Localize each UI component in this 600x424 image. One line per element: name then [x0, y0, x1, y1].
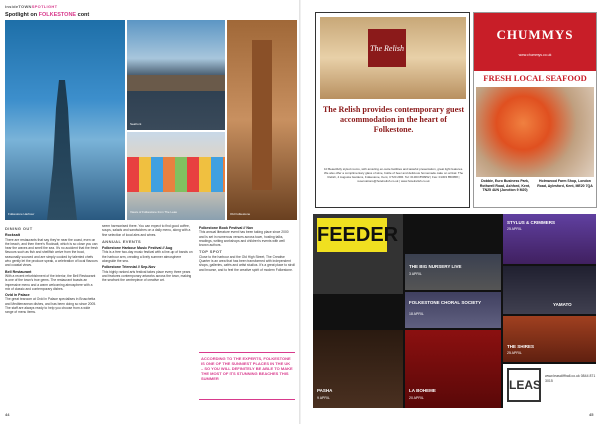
page-number: 45: [589, 412, 594, 417]
event-tile-nursery: [405, 254, 501, 290]
block-title: Ovid in Palace: [5, 293, 30, 298]
leas-contact: www.leascliffhall.co.uk 0844 871 3015: [545, 374, 596, 383]
photo-caption: Folkestone Harbour: [8, 212, 35, 216]
seafood-photo: [476, 87, 594, 177]
block-text: This is a free two-day music festival with a line-up of bands on the harbour arm, creating a lively summer atmosphere alongside the sea.: [102, 250, 193, 264]
event-tile-shires: [503, 316, 596, 362]
chummys-location-2: Holmwood Farm Shop, London Road, Aylesford, Kent, ME20 7QA: [537, 179, 593, 188]
pull-quote: ACCORDING TO THE EXPERTS, FOLKESTONE IS ONE OF THE SUNNIEST PLACES IN THE UK – SO YOU WILL DEFINITELY BE ABLE TO MAKE THE MOST OF ITS STUNNING BEACHES THIS SUMMER: [199, 352, 295, 400]
block-title: Folkestone Harbour Music Festival // Aug: [102, 246, 173, 251]
event-label: STYLUS & CRIMMERS: [507, 220, 556, 225]
block-title: Rocksalt: [5, 233, 20, 238]
relish-headline: The Relish provides contemporary guest accommodation in the heart of Folkestone.: [322, 105, 465, 134]
houses-shape: [127, 157, 225, 192]
block-text: This highly ranked arts festival takes place every three years and features contemporary artworks across the town, making the seafront the centrepiece of creative art.: [102, 269, 192, 283]
chummys-advert: [473, 12, 597, 208]
page-number: 44: [5, 412, 10, 417]
article-column-3: [199, 224, 295, 274]
relish-logo: The Relish: [368, 29, 406, 67]
chummys-tagline: FRESH LOCAL SEAFOOD: [483, 73, 587, 83]
column-heading: TOP SPOT: [199, 249, 223, 255]
event-tile-boheme: [405, 330, 501, 408]
chummys-location-1: Dobbie, Euro Business Park, Rothwell Road, Ashford, Kent, TN25 4UN (Junction 9 M20): [479, 179, 531, 192]
leas-logo: LEAS: [507, 368, 541, 402]
block-text: Close to the harbour and the Old High Street, The Creative Quarter is an area that has been transformed with independent shops, galleries, cafés and artist studios. It's a great place to stroll and browse, and to feel the creative spirit of modern Folkestone.: [199, 254, 295, 272]
feeder-events-advert: [313, 214, 596, 408]
event-label: THE BIG NURSERY LIVE: [409, 264, 462, 269]
column-heading: ANNUAL EVENTS: [102, 238, 142, 244]
article-column-2: [102, 224, 195, 285]
block-text: seem harmonised there. You can expect to find good coffee, soups, salads and sandwiches on a daily menu, along with a fine selection of local ales and wines.: [102, 224, 191, 237]
photo-harbour-statue: [5, 20, 125, 220]
venue-tile-leas: [503, 364, 596, 408]
block-text: This annual literature event has been taking place since 2000 and is set in numerous venues across town, hosting talks, readings, writing workshops and children's events with well known authors.: [199, 230, 289, 248]
block-title: Folkestone Triennial // Sep-Nov: [102, 265, 156, 270]
event-label: PASHA: [317, 388, 333, 393]
event-tile-stylus: [503, 214, 596, 264]
article-column-1: [5, 224, 98, 317]
relish-advert: [315, 12, 470, 208]
event-date: 20 APRIL: [409, 396, 424, 400]
event-date: 3 APRIL: [409, 272, 422, 276]
chummys-logo: CHUMMYS: [496, 27, 574, 42]
block-text: The great tearoom at Ovid in Palace specialises in Bruschetta and Mediterranean dishes, and has been doing so since 2005. The staff are always ready to help you choose from a wide range of menu items.: [5, 297, 97, 315]
event-date: 9 APRIL: [317, 396, 330, 400]
block-title: Bell Restaurant: [5, 269, 32, 274]
event-label: FOLKESTONE CHORAL SOCIETY: [409, 300, 482, 305]
chummys-header: [474, 13, 596, 71]
photo-caption: Views of Folkestone from The Leas: [130, 210, 177, 214]
event-tile-feeder: [313, 214, 403, 294]
column-heading: DINING OUT: [5, 226, 33, 231]
photo-caption: Old Folkestone: [230, 212, 251, 216]
relish-body: 10 Beautifully styled rooms, with amazing en-suite facilities and tasteful presentation, great light features. We also offer a complimentary glass of wine, bottle of beer and delicious homemade cake on arrival. The Relish, 4 Augusta Gardens, Folkestone, Kent, CT20 2RR. Tel: 01303 850952 | Fax: 01303 850958 | reservations@hotelrelish.co.uk | www.hotelrelish.co.uk: [323, 167, 464, 183]
event-date: 18 APRIL: [409, 312, 424, 316]
photo-coloured-houses: [127, 132, 225, 220]
event-label: YAMATO: [553, 302, 572, 307]
event-tile-choral: [405, 292, 501, 328]
block-title: Folkestone Book Festival // Nov: [199, 226, 254, 230]
event-tile-pasha: [313, 330, 403, 408]
running-head: insideTOWNSPOTLIGHT: [5, 4, 58, 9]
event-label: THE SHIRES: [507, 344, 535, 349]
event-date: 25 APRIL: [507, 351, 522, 355]
relish-photo: [320, 17, 466, 99]
section-title: Spotlight on FOLKESTONE cont: [5, 12, 90, 18]
pier-shape: [127, 75, 225, 91]
block-text: There are restaurants that say they're near the coast, even on the beach, and then there's Rocksalt, which is so close you can hear the waves and smell the sea. It's no accident that the fresh flavours such as fish and shellfish arrive from the boat, seasonally sourced and are simply cooked by talented chefs who gently let the produce speak, a celebration of local flavours and coastal views.: [5, 237, 98, 268]
event-tile-yamato: [503, 266, 596, 314]
feeder-title: FEEDER: [317, 218, 387, 252]
statue-shape: [47, 80, 77, 220]
block-text: With a recent refurbishment of the interior, the Bell Restaurant is one of the town's true gems. The restaurant boasts an impressive menu and a warm welcoming atmosphere with a mix of classic and contemporary dishes.: [5, 273, 96, 291]
chummys-url: www.chummys.co.uk: [518, 53, 552, 57]
event-date: 25 APRIL: [507, 227, 522, 231]
photo-seafront: [127, 20, 225, 130]
photo-caption: Seafront: [130, 122, 142, 126]
event-label: LA BOHEME: [409, 388, 436, 393]
photo-old-town: [227, 20, 297, 220]
tower-shape: [252, 40, 272, 190]
